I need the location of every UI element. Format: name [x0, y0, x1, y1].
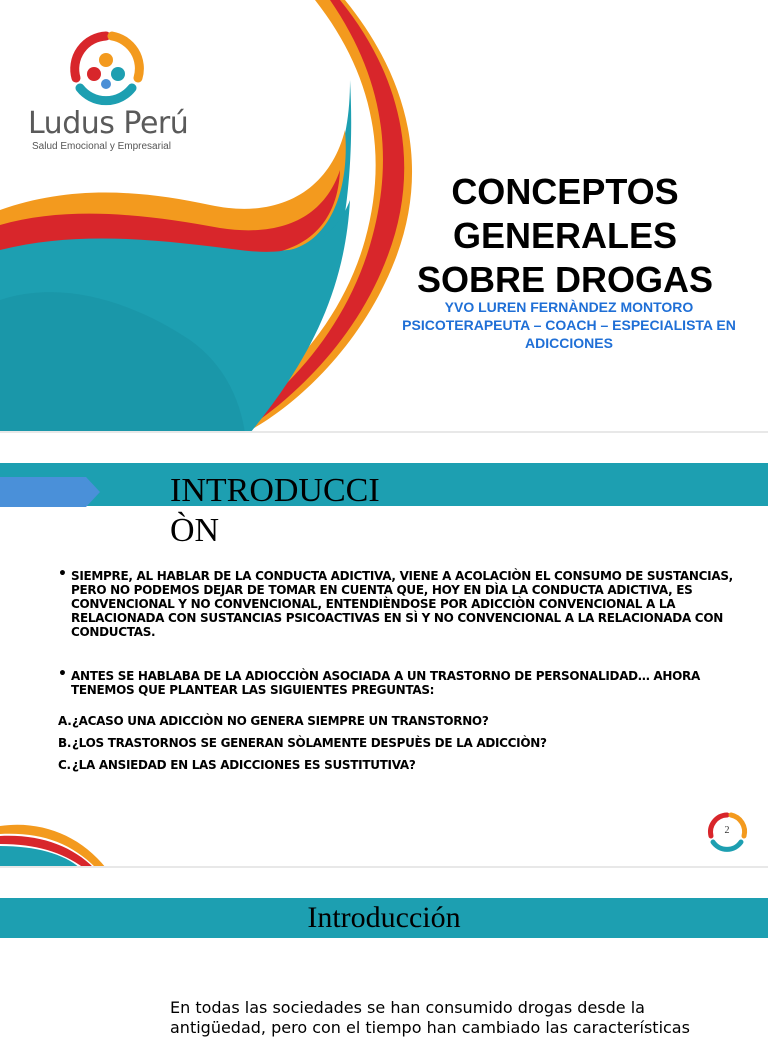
question-key: C.	[58, 758, 71, 772]
bullet-list	[58, 569, 758, 697]
title-line-1: CONCEPTOS	[451, 171, 679, 212]
subtitle-line-2: PSICOTERAPEUTA – COACH – ESPECIALISTA EN	[402, 317, 736, 333]
introduction-slide	[0, 433, 768, 868]
subtitle-line-1: YVO LUREN FERNÀNDEZ MONTORO	[444, 299, 694, 315]
title-line-3: SOBRE DROGAS	[416, 259, 714, 300]
question-item	[58, 710, 758, 732]
slide-subtitle	[370, 298, 768, 352]
question-text: ¿LOS TRASTORNOS SE GENERAN SÒLAMENTE DESPUÈS DE LA ADICCIÒN?	[72, 736, 547, 750]
title-slide	[0, 0, 768, 433]
ludus-logo-icon	[66, 30, 146, 108]
question-key: B.	[58, 736, 72, 750]
logo-tagline: Salud Emocional y Empresarial	[32, 141, 171, 152]
title-line-1: INTRODUCCI	[170, 472, 380, 509]
title-line-2: GENERALES	[452, 215, 678, 256]
decorative-swoosh	[0, 0, 420, 433]
logo-name: Ludus Perú	[28, 106, 189, 141]
question-text: ¿ACASO UNA ADICCIÒN NO GENERA SIEMPRE UN TRANSTORNO?	[72, 714, 489, 728]
slide-title	[170, 471, 430, 551]
question-key: A.	[58, 714, 72, 728]
slide-title	[370, 170, 760, 302]
question-item	[58, 732, 758, 754]
body-text: En todas las sociedades se han consumido drogas desde la antigüedad, pero con el tiempo han cambiado las características	[170, 998, 690, 1037]
introduction-slide-2	[0, 868, 768, 1037]
page-number-badge	[706, 811, 748, 853]
decorative-swoosh	[0, 820, 110, 868]
question-list	[58, 710, 758, 776]
title-line-2: ÒN	[170, 512, 220, 549]
bullet-item: • ANTES SE HABLABA DE LA ADIOCCIÒN ASOCIADA A UN TRASTORNO DE PERSONALIDAD… AHORA TENEMOS QUE PLANTEAR LAS SIGUIENTES PREGUNTAS:	[58, 669, 758, 697]
arrow-icon	[0, 477, 102, 507]
slide-title: Introducción	[307, 901, 461, 934]
question-text: ¿LA ANSIEDAD EN LAS ADICCIONES ES SUSTITUTIVA?	[72, 758, 416, 772]
question-item	[58, 754, 758, 776]
page-number: 2	[724, 825, 730, 836]
bullet-item: • SIEMPRE, AL HABLAR DE LA CONDUCTA ADICTIVA, VIENE A ACOLACIÒN EL CONSUMO DE SUSTANCIAS, PERO NO PODEMOS DEJAR DE TOMAR EN CUENTA QUE, HOY EN DÌA LA CONDUCTA ADICTIVA, ES CONVENCIONAL Y NO CONVENCIONAL, ENTENDIÈNDOSE POR ADICCIÒN CONVENCIONAL A LA RELACIONADA CON SUSTANCIAS PSICOACTIVAS EN SÌ Y NO CONVENCIONAL A LA RELACIONADA CON CONDUCTAS.	[58, 569, 758, 639]
subtitle-line-3: ADICCIONES	[525, 335, 613, 351]
